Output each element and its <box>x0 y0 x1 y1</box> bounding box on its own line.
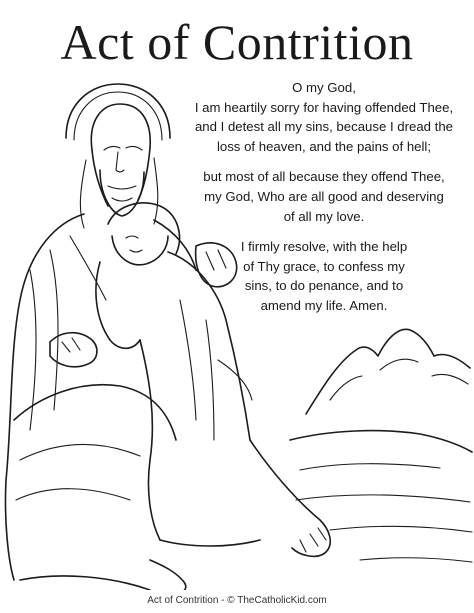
prayer-stanza-3 <box>176 237 472 315</box>
prayer-line: but most of all because they offend Thee, <box>203 169 445 185</box>
footer-credit: Act of Contrition - © TheCatholicKid.com <box>147 595 327 606</box>
prayer-line: I am heartily sorry for having offended Thee, <box>194 99 454 115</box>
landscape-mountains <box>290 329 472 562</box>
prayer-line: sins, to do penance, and to <box>244 278 404 294</box>
prayer-stanza-2 <box>176 167 472 226</box>
prayer-line: of all my love. <box>283 208 365 224</box>
prayer-line: loss of heaven, and the pains of hell; <box>216 138 432 154</box>
prayer-line: of Thy grace, to confess my <box>243 258 405 274</box>
halo <box>66 84 170 140</box>
prayer-text <box>176 78 472 327</box>
christ-robe <box>5 214 196 590</box>
christ-head <box>80 104 157 228</box>
prayer-line: and I detest all my sins, because I dread the <box>194 119 454 135</box>
prayer-line: I firmly resolve, with the help <box>240 239 408 255</box>
prayer-line: amend my life. Amen. <box>260 297 388 313</box>
prayer-stanza-1 <box>176 78 472 156</box>
prayer-line: O my God, <box>292 80 356 95</box>
prayer-line: my God, Who are all good and deserving <box>204 188 444 204</box>
page-title: Act of Contrition <box>60 14 414 70</box>
